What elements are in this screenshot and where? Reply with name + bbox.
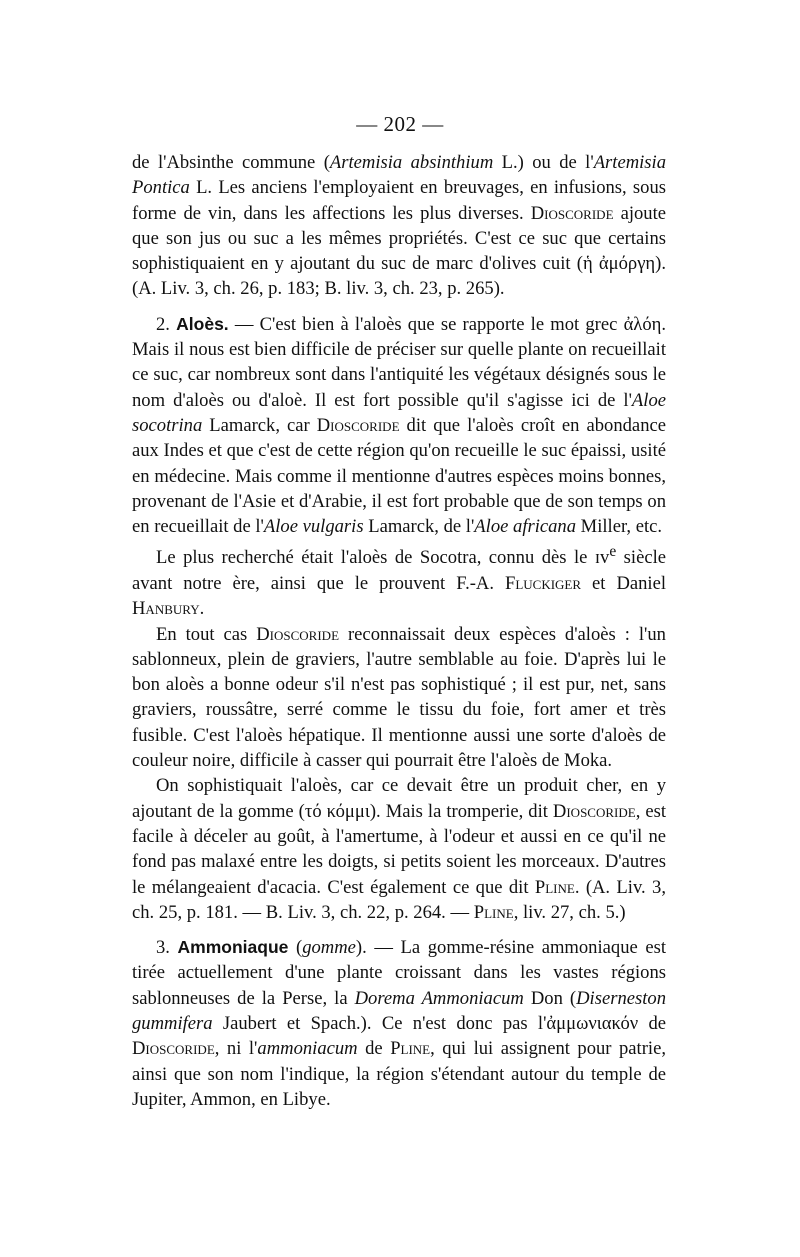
- taxon-name: Diserneston gummifera: [132, 987, 666, 1034]
- taxon-name: Aloe socotrina: [132, 389, 666, 436]
- taxon-name: Aloe africana: [474, 516, 577, 538]
- author-name: Dioscoride: [530, 202, 614, 224]
- paragraph-sophistication: On sophistiquait l'aloès, car ce devait être un produit cher, en y ajoutant de la gomme (τό κόμμι). Mais la tromperie, dit Dioscoride, est facile à déceler au goût, à l'amertume, à l'odeur et aussi en ce qu'il ne fond pas malaxé entre les doigts, si petits soient les morceaux. D'autres le mélangeaient d'acacia. C'est également ce que dit Pline. (A. Liv. 3, ch. 25, p. 181. — B. Liv. 3, ch. 22, p. 264. — Pline, liv. 27, ch. 5.): [132, 775, 667, 923]
- author-name: Dioscoride: [132, 1038, 215, 1060]
- body-text: [132, 150, 666, 1112]
- taxon-name: Dorema Ammoniacum: [354, 987, 524, 1009]
- page-number: — 202 —: [356, 112, 444, 136]
- section-ammoniaque: 3. Ammoniaque (gomme). — La gomme-résine ammoniaque est tirée actuellement d'une plante croissant dans les vastes régions sablonneuses de la Perse, la Dorema Ammoniacum Don (Diserneston gummifera Jaubert et Spach.). Ce n'est donc pas l'ἀμμωνιακόν de Dioscoride, ni l'ammoniacum de Pline, qui lui assignent pour patrie, ainsi que son nom l'indique, la région s'étendant autour du temple de Jupiter, Ammon, en Libye.: [132, 937, 666, 1110]
- century-superscript: e: [609, 543, 617, 561]
- author-name: Pline: [534, 876, 575, 898]
- taxon-name: Aloe vulgaris: [263, 516, 364, 538]
- taxon-name: Artemisia absinthium: [329, 152, 494, 173]
- section-title: Ammoniaque: [177, 937, 289, 958]
- section-number: 3.: [156, 937, 178, 959]
- author-name: Pline: [390, 1038, 431, 1060]
- paragraph-two-species: En tout cas Dioscoride reconnaissait deux espèces d'aloès : l'un sablonneux, plein de graviers, l'autre semblable au foie. D'après lui le bon aloès a bonne odeur s'il n'est pas sophistiqué ; il est pur, net, sans graviers, roussâtre, serré comme le tissu du foie, fort amer et très fusible. C'est l'aloès hépatique. Il mentionne aussi une sorte d'aloès de couleur noire, difficile à casser qui pourrait être l'aloès de Moka.: [132, 623, 666, 772]
- section-number: 2.: [156, 313, 177, 335]
- paragraph-socotra: Le plus recherché était l'aloès de Socotra, connu dès le ɪᴠ$^e$ siècle avant notre ère, ainsi que le prouvent F.-A. Fluckiger et Daniel Hanbury.: [132, 543, 667, 620]
- author-name: Hanbury: [132, 598, 200, 620]
- section-aloes: 2. Aloès. — C'est bien à l'aloès que se rapporte le mot grec ἀλόη. Mais il nous est bien difficile de préciser sur quelle plante on recueillait ce suc, car nombreux sont dans l'antiquité les végétaux désignés sous le nom d'aloès ou d'aloè. Il est fort possible qu'il s'agisse ici de l'Aloe socotrina Lamarck, car Dioscoride dit que l'aloès croît en abondance aux Indes et que c'est de cette région qu'on recueille le suc épaissi, usité en médecine. Mais comme il mentionne d'autres espèces moins bonnes, provenant de l'Asie et d'Arabie, il est fort probable que de son temps on en recueillait de l'Aloe vulgaris Lamarck, de l'Aloe africana Miller, etc.: [132, 313, 666, 538]
- taxon-name: Artemisia Pontica: [132, 152, 666, 199]
- century-numeral: ɪᴠ: [594, 547, 610, 569]
- author-name: Pline: [473, 901, 514, 923]
- section-title: Aloès.: [176, 313, 229, 334]
- author-name: Dioscoride: [316, 414, 400, 436]
- author-name: Fluckiger: [504, 572, 582, 594]
- section-subtitle: gomme: [302, 937, 356, 959]
- author-name: Dioscoride: [552, 800, 636, 822]
- paragraph-absinthe: de l'Absinthe commune (Artemisia absinthium L.) ou de l'Artemisia Pontica L. Les anciens l'employaient en breuvages, en infusions, sous forme de vin, dans les affections les plus diverses. Dioscoride ajoute que son jus ou suc a les mêmes propriétés. C'est ce suc que certains sophistiquaient en y ajoutant du suc de marc d'olives cuit (ἡ ἀμόργη). (A. Liv. 3, ch. 26, p. 183; B. liv. 3, ch. 23, p. 265).: [132, 152, 666, 300]
- author-name: Dioscoride: [256, 623, 340, 645]
- latin-term: ammoniacum: [257, 1038, 358, 1060]
